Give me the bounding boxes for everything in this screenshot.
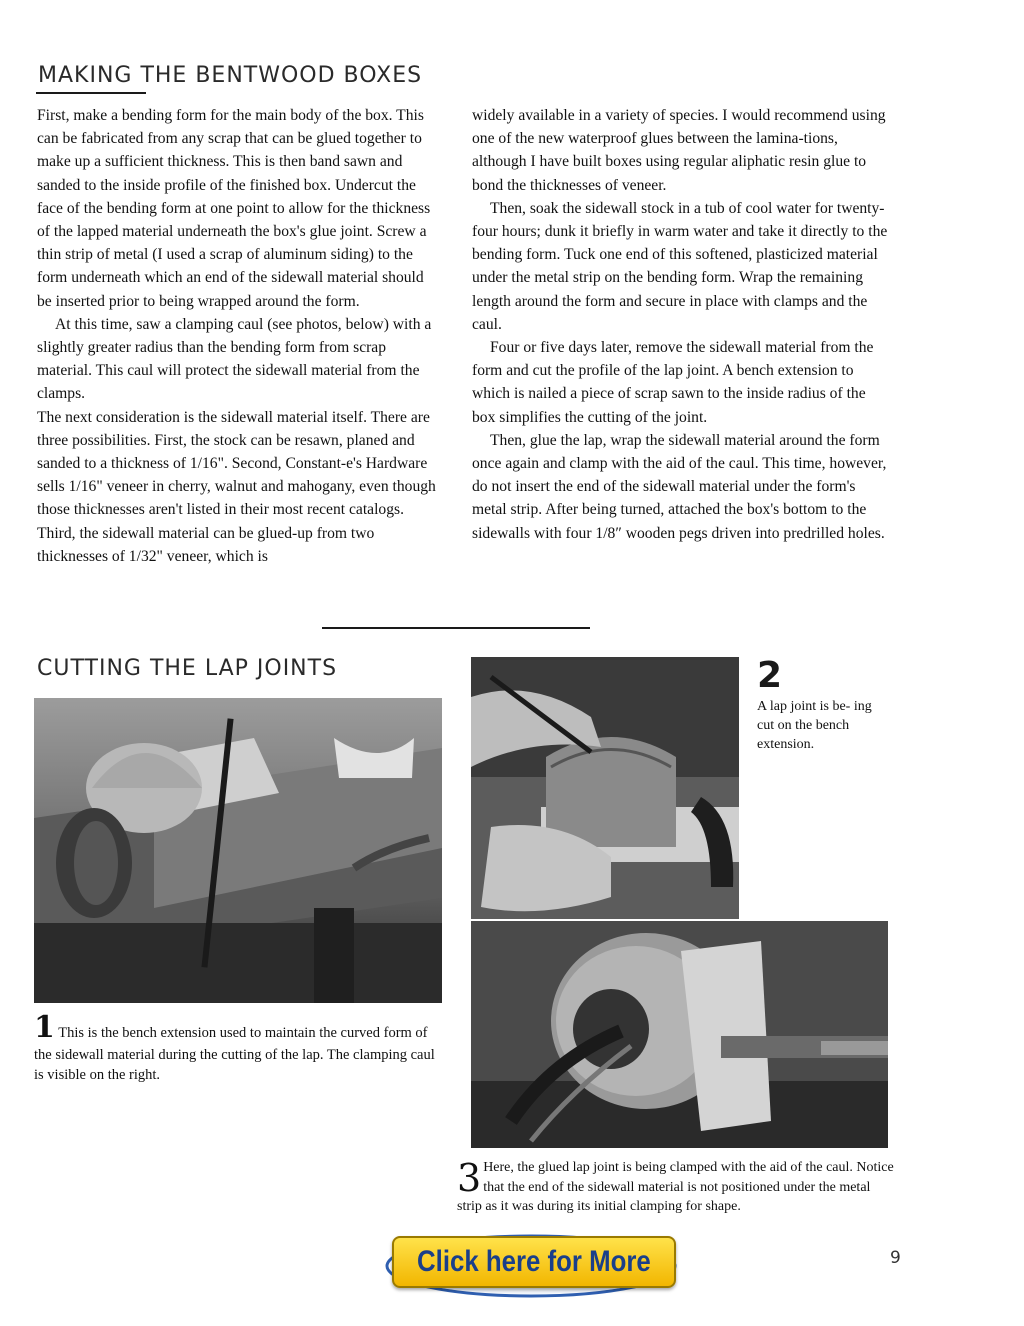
- caption-2: [757, 697, 887, 754]
- caption-number: 2: [757, 655, 783, 696]
- click-here-for-more-button[interactable]: [384, 1230, 678, 1298]
- caption-3: [457, 1158, 897, 1228]
- page-number: 9: [890, 1248, 901, 1268]
- paragraph: At this time, saw a clamping caul (see photos, below) with a slightly greater radius than the bending form from scrap material. This caul will protect the sidewall material from the clamps.: [37, 315, 432, 403]
- section-heading-bentwood: MAKING THE BENTWOOD BOXES: [38, 63, 423, 88]
- caption-text: This is the bench extension used to maintain the curved form of the sidewall material during the cutting of the lap. The clamping caul is visible on the right.: [34, 1025, 435, 1083]
- caption-text: A lap joint is be- ing cut on the bench extension.: [757, 699, 872, 752]
- left-text-column: [37, 104, 440, 568]
- paragraph: The next consideration is the sidewall material itself. There are three possibilities. First, the stock can be resawn, planed and sanded to a thickness of 1/16". Second, Constant-e's Hardware sells 1/16" veneer in cherry, walnut and mahogany, even though those thicknesses aren't listed in their most recent catalogs. Third, the sidewall material can be glued-up from two thicknesses of 1/32" veneer, which is: [37, 408, 436, 565]
- photo-clamped-lap-joint: [471, 921, 888, 1148]
- paragraph: Four or five days later, remove the sidewall material from the form and cut the profile of the lap joint. A bench extension to which is nailed a piece of scrap sawn to the inside radius of the box simplifies the cutting of the joint.: [472, 339, 874, 426]
- paragraph: Then, glue the lap, wrap the sidewall material around the form once again and clamp with the aid of the caul. This time, however, do not insert the end of the sidewall material under the form's metal strip. After being turned, attached the box's bottom to the sidewalls with four 1/8″ wooden pegs driven into predrilled holes.: [472, 431, 887, 542]
- paragraph: widely available in a variety of species. I would recommend using one of the new waterproof glues between the lamina-tions, although I have built boxes using regular aliphatic resin glue to bond the thicknesses of veneer.: [472, 107, 886, 194]
- paragraph: Then, soak the sidewall stock in a tub of cool water for twenty-four hours; dunk it briefly in warm water and take it directly to the bending form. Tuck one end of this softened, plasticized material under the metal strip on the bending form. Wrap the remaining length around the form and secure in place with clamps and the caul.: [472, 199, 888, 333]
- heading-underline: [36, 92, 146, 94]
- caption-number: 1: [34, 1010, 55, 1045]
- photo-bench-extension: [34, 698, 442, 1003]
- caption-1: [34, 1010, 444, 1085]
- section-divider: [322, 627, 590, 629]
- right-text-column: [472, 104, 890, 545]
- cta-label: Click here for More: [417, 1245, 651, 1278]
- section-heading-lap-joints: CUTTING THE LAP JOINTS: [37, 656, 338, 681]
- caption-text: Here, the glued lap joint is being clamped with the aid of the caul. Notice that the end of the sidewall material is not positioned under the metal strip as it was during its initial clamping for shape.: [457, 1160, 894, 1214]
- paragraph: First, make a bending form for the main body of the box. This can be fabricated from any scrap that can be glued together to make up a sufficient thickness. This is then band sawn and sanded to the inside profile of the finished box. Undercut the face of the bending form at one point to allow for the thickness of the lapped material underneath the box's glue joint. Screw a thin strip of metal (I used a scrap of aluminum siding) to the form underneath which an end of the sidewall material should be inserted prior to being wrapped around the form.: [37, 107, 431, 310]
- cta-button-face[interactable]: [392, 1236, 676, 1288]
- photo-cutting-lap-joint: [471, 657, 739, 919]
- caption-number: 3: [457, 1158, 482, 1200]
